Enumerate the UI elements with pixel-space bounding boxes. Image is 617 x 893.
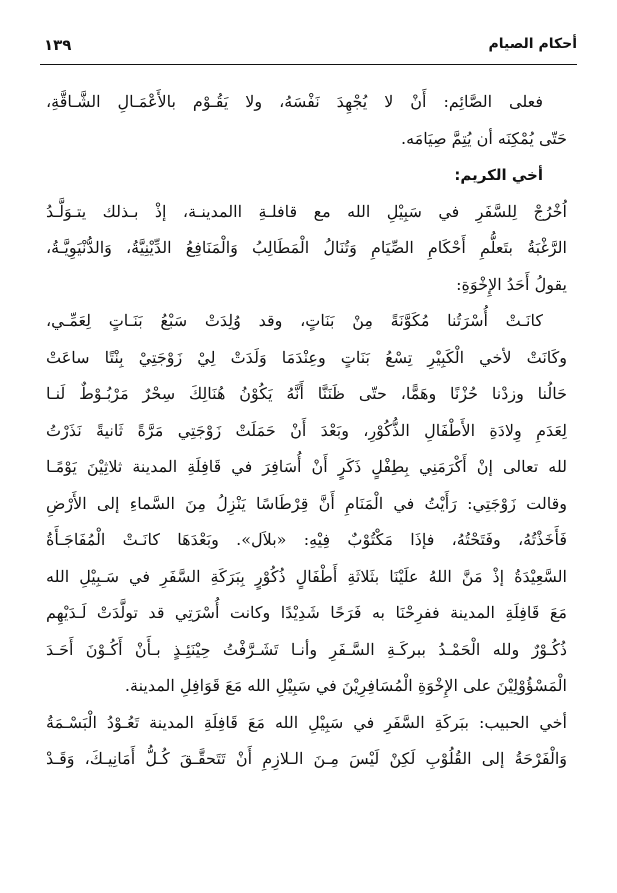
text-line: فَأَخَذْتُهُ، وفَتَحْتُهُ، فإذَا مَكْتُوْبٌ فِيْهِ: «بلاَل». وبَعْدَهَا كانَـتْ الْمُفَاجَـأَةُ xyxy=(46,530,567,549)
text-line: وَالْفَرْحَةُ إلى القُلُوْبِ لَكِنْ لَيْسَ مِـنَ الـلازِمِ أَنْ تَتَحقَّـقَ كُـلُّ أَمَانِيـكَ، وَقَـدْ xyxy=(46,749,567,768)
text-line: يقولُ أَحَدُ الإِخْوَةِ: xyxy=(456,274,567,294)
text-line: حَتّى يُمْكِنَه أن يُتِمَّ صِيَامَه. xyxy=(401,128,567,148)
running-title: أحكام الصيام xyxy=(488,36,577,52)
text-line: وقالت زَوْجَتِي: رَأَيْتُ في الْمَنَامِ أَنَّ قِرْطَاسًا يَنْزِلُ مِنَ السَّماءِ إلى الأَرْضِ xyxy=(46,493,567,513)
text-line: اُخْرُجْ لِلسَّفَرِ في سَبِيْلِ الله مع قافلـةِ االمدينـة، إذْ بـذلك يتـوَلَّـدُ xyxy=(46,201,567,221)
text-line: فعلى الصَّائِم: أَنْ لا يُجْهِدَ نَفْسَهُ، ولا يَقُـوْم بالأَعْمَـالِ الشَّـاقَّةِ، xyxy=(46,92,543,111)
text-line: ذُكُـوْرٌ ولله الْحَمْـدُ ببركَـةِ السَّـفَرِ وأنـا تَشَـرَّفْتُ حِيْنَئِـذٍ بـأَنْ أَكُـوْنَ أَحَـدَ xyxy=(46,639,567,659)
text-line: الرَّغْبَةُ بتَعلُّمِ أَحْكَامِ الصِّيَامِ وَتُنَالُ الْمَطَالِبُ وَالْمَنَافِعُ الدِّيْنِيَّةُ، وَالدُّنْيَوِيَّـةُ، xyxy=(46,238,567,257)
body-text xyxy=(46,84,567,778)
text-line: لله تعالى إنْ أَكْرَمَنِي بِطِفْلٍ ذَكَرٍ أَنْ أُسَافِرَ في قَافِلَةِ المدينة ثلاثِيْنَ يَوْمًـا xyxy=(46,457,567,476)
text-line: أخي الحبيب: ببَركَةِ السَّفَرِ في سَبِيْلِ الله مَعَ قَافِلَةِ المدينة تَعُـوْدُ الْبَسْـمَةُ xyxy=(46,712,567,732)
section-heading: أخي الكريم: xyxy=(454,166,543,184)
text-line: كانَـتْ أُسْرَتُنا مُكَوَّنَةً مِنْ بَنَاتٍ، وقد وُلِدَتْ سَبْعُ بَنَـاتٍ لِعَمِّـي، xyxy=(46,311,544,330)
page-number: ١٣٩ xyxy=(44,36,72,54)
text-line: مَعَ قَافِلَةِ المدينة ففرِحْنَا به فَرَحًا شَدِيْدًا وكانت أُسْرَتِي قد تولَّدَتْ لَـدَيْهِم xyxy=(46,603,567,622)
text-line: لِعَدَمِ وِلادَةِ الأَطْفَالِ الذُّكُوْرِ، وبَعْدَ أَنْ حَمَلَتْ زَوْجَتِي مَرَّةً ثَانيةً نَذَرْتُ xyxy=(46,420,567,440)
page-header xyxy=(40,30,577,65)
text-line: حَالُنا وزدْنا حُزْنًا وهَمًّا، حتّى ظَنَنَّا أَنَّهُ يَكُوْنُ هُنَالِكَ سِحْرٌ مَرْبُـوْطٌ لَنـا xyxy=(46,384,567,403)
text-line: وكَانَتْ لأخي الْكَبِيْرِ تِسْعُ بَنَاتٍ وعِنْدَمَا وَلَدَتْ لِيْ زَوْجَتِيْ بِنْتًا ساعَتْ xyxy=(46,347,567,367)
text-line: السَّعِيْدَةُ إذْ مَنَّ اللهُ علَيْنَا بثَلاثَةِ أَطْفَالٍ ذُكُوْرٍ بِبَرَكَةِ السَّفَرِ في سَـبِيْلِ الله xyxy=(46,566,567,586)
text-line: الْمَسْؤُوْلِيْنَ على الإِخْوَةِ الْمُسَافِرِيْنَ في سَبِيْلِ الله مَعَ قَوَافِلِ المدينة. xyxy=(124,676,567,695)
